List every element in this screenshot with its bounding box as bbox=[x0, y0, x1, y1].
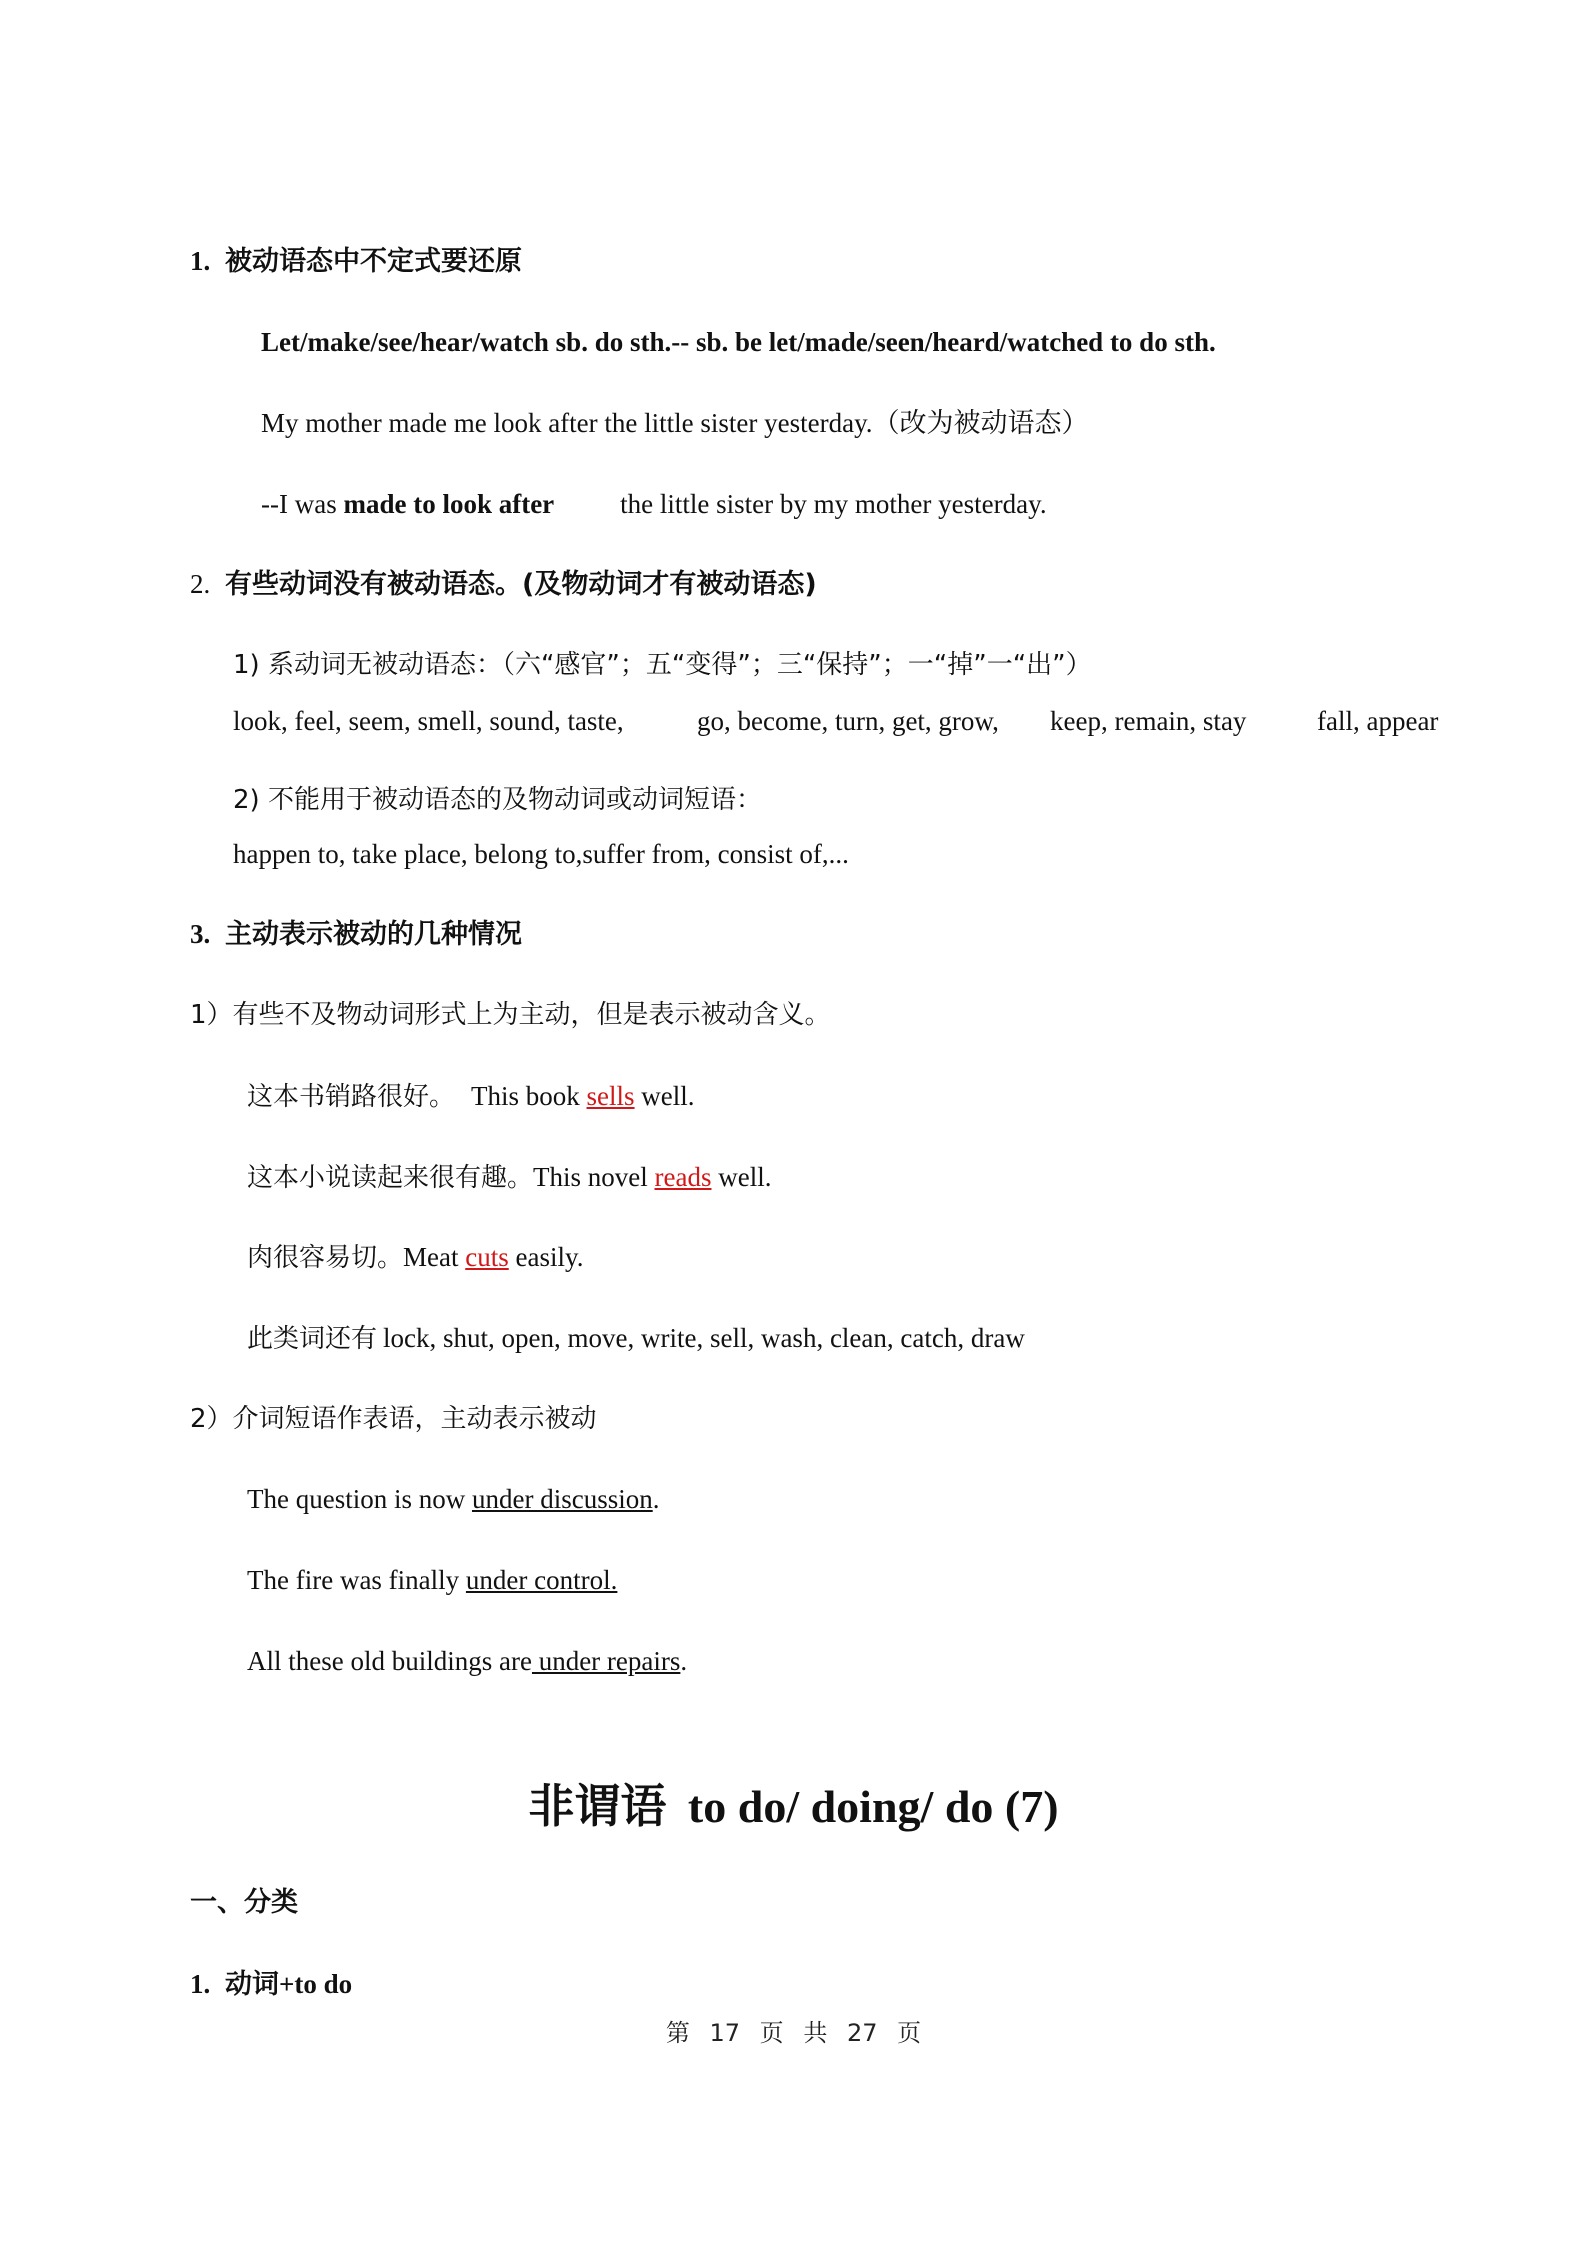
chapter-title bbox=[0, 1778, 1587, 1835]
example-en-end: . bbox=[680, 1646, 688, 1676]
example-en-end: well. bbox=[634, 1081, 695, 1111]
example-en-end: easily. bbox=[508, 1242, 584, 1272]
intransitive-label: 1）有些不及物动词形式上为主动，但是表示被动含义。 bbox=[190, 1000, 831, 1030]
example-en: Meat bbox=[403, 1242, 466, 1272]
item-1-heading bbox=[190, 1967, 352, 2002]
item-number: 1. bbox=[190, 1969, 211, 1999]
no-passive-list: happen to, take place, belong to,suffer from, consist of,... bbox=[233, 839, 849, 869]
example-sentence bbox=[261, 406, 1089, 441]
highlight-verb: sells bbox=[586, 1081, 635, 1111]
section-3-heading bbox=[190, 917, 522, 952]
section-title: 有些动词没有被动语态。(及物动词才有被动语态) bbox=[225, 569, 817, 600]
chapter-title-cn: 非谓语 bbox=[528, 1779, 667, 1833]
example-en: The fire was finally bbox=[247, 1565, 466, 1595]
section-2-heading bbox=[190, 567, 817, 602]
example-en: All these old buildings are bbox=[247, 1646, 532, 1676]
section-title: 被动语态中不定式要还原 bbox=[225, 246, 522, 277]
section-1-heading bbox=[190, 244, 522, 279]
footer-pre: 第 bbox=[665, 2019, 690, 2047]
item-title-en: +to do bbox=[279, 1969, 353, 1999]
rule-line: Let/make/see/hear/watch sb. do sth.-- sb. be let/made/seen/heard/watched to do sth. bbox=[261, 327, 1216, 357]
section-title: 主动表示被动的几种情况 bbox=[225, 919, 522, 950]
classification-heading: 一、分类 bbox=[190, 1887, 298, 1918]
example-en: My mother made me look after the little sister yesterday. bbox=[261, 408, 873, 438]
example-cn: 这本书销路很好。 bbox=[247, 1082, 456, 1112]
example-row bbox=[247, 1160, 771, 1195]
underlined-phrase: under discussion bbox=[471, 1484, 653, 1514]
no-passive-label: 2) 不能用于被动语态的及物动词或动词短语： bbox=[233, 785, 762, 815]
similar-verbs-list: lock, shut, open, move, write, sell, wash, clean, catch, draw bbox=[383, 1323, 1025, 1353]
similar-verbs-row bbox=[247, 1321, 1025, 1356]
section-number: 2. bbox=[190, 569, 211, 599]
highlight-verb: cuts bbox=[465, 1242, 509, 1272]
answer-sentence bbox=[261, 487, 1047, 521]
linking-verbs-label: 1) 系动词无被动语态：（六“感官”；五“变得”；三“保持”；一“掉”一“出”） bbox=[233, 650, 1092, 680]
section-number: 1. bbox=[190, 246, 211, 276]
example-en: This book bbox=[471, 1081, 587, 1111]
underlined-phrase: under repairs bbox=[531, 1646, 681, 1676]
linking-verbs-group-4: fall, appear bbox=[1317, 706, 1439, 736]
example-row bbox=[247, 1644, 687, 1678]
example-row bbox=[247, 1240, 583, 1275]
footer-total-pages: 27 bbox=[846, 2019, 878, 2047]
answer-bold: made to look after bbox=[343, 489, 555, 519]
example-en-end: well. bbox=[711, 1162, 772, 1192]
prep-phrase-label: 2）介词短语作表语，主动表示被动 bbox=[190, 1404, 597, 1434]
highlight-verb: reads bbox=[654, 1162, 712, 1192]
example-en-end: . bbox=[652, 1484, 660, 1514]
linking-verbs-group-1: look, feel, seem, smell, sound, taste, bbox=[233, 706, 624, 736]
example-row bbox=[247, 1482, 659, 1516]
page-footer bbox=[0, 2013, 1587, 2048]
linking-verbs-group-2: go, become, turn, get, grow, bbox=[697, 706, 999, 736]
footer-mid2: 共 bbox=[803, 2019, 828, 2047]
footer-mid1: 页 bbox=[759, 2019, 784, 2047]
chapter-title-en: to do/ doing/ do (7) bbox=[687, 1781, 1059, 1832]
example-cn: 这本小说读起来很有趣。 bbox=[247, 1163, 534, 1193]
answer-suffix: the little sister by my mother yesterday. bbox=[620, 489, 1047, 519]
example-cn: 肉很容易切。 bbox=[247, 1243, 404, 1273]
item-title-cn: 动词 bbox=[225, 1969, 279, 2000]
footer-page-number: 17 bbox=[709, 2019, 741, 2047]
linking-verbs-group-3: keep, remain, stay bbox=[1050, 706, 1247, 736]
similar-verbs-label: 此类词还有 bbox=[247, 1324, 378, 1354]
answer-prefix: --I was bbox=[261, 489, 344, 519]
example-en: This novel bbox=[533, 1162, 655, 1192]
underlined-phrase: under control. bbox=[465, 1565, 618, 1595]
example-row bbox=[247, 1563, 617, 1597]
example-instruction: （改为被动语态） bbox=[872, 408, 1089, 439]
footer-post: 页 bbox=[897, 2019, 922, 2047]
section-number: 3. bbox=[190, 919, 211, 949]
example-row bbox=[247, 1079, 695, 1114]
example-en: The question is now bbox=[247, 1484, 472, 1514]
